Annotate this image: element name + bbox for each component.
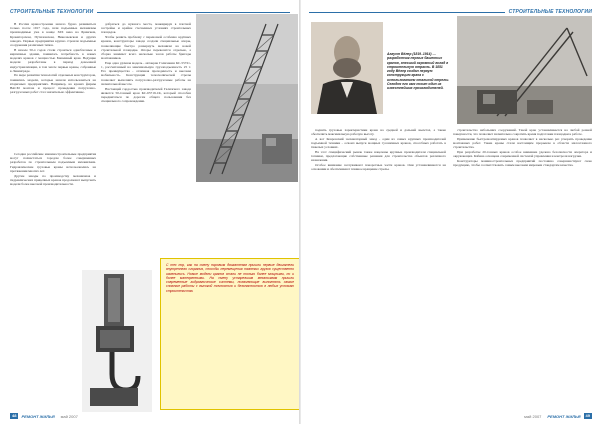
paragraph: Другие заводы по производству механизмов и гидравлических прицепных кранов продолжают выпускать модели более высокой производительности. bbox=[10, 173, 96, 186]
paragraph: Конструкторы машиностроительных предприятий постоянно совершенствуют свою продукцию, чтобы соответствовать самым высоким мировым стандартам качества. bbox=[453, 158, 592, 168]
paragraph: добраться до нужного места, маневрируя в плотной застройке и крайне стесненных условиях строительных площадок. bbox=[101, 22, 191, 35]
paragraph: В России краностроение начало бурно развиваться только после 1917 года, шли подъемные механизмы производимые уже в конце XIX века на Брянском, Краматорском, Путиловском, Николаевском и других заводах. Первые предприятия крупно строили подъемные сооружения различных типов. bbox=[10, 22, 96, 48]
left-page bbox=[0, 0, 299, 424]
left-page-footer bbox=[10, 412, 290, 420]
crane-equipment-photo bbox=[82, 270, 152, 412]
caption-text: С тех пор, как на смену паровым двигателям пришли первые двигатели внутреннего сгорания, способы перемещения тяжелых грузов существенно изменились. Новые модели кранов стали не только более мощными, но и более маневренными. На смену устаревшим механизмам пришли современные гидравлические системы, позволяющие выполнять самые сложные работы с высокой точностью и безопасностью в любых условиях строительства. bbox=[166, 263, 294, 293]
paragraph: По мере развития технологий отдельных конструкторов, появились модели, которые начали использоваться на вторичных предприятиях. Например, на кранах фирмы ВАСМ монтаж и процесс проведения погрузочно-разгрузочных работ стал значительно эффективнее. bbox=[10, 73, 96, 95]
paragraph: Еще одна удачная модель - автокран Галичанин КС-55721-1, рассчитанный на максимальную грузоподъемность 25 т. Его преимущества - отличная проходимость и высокая мобильность. Конструкция телескопической стрелы позволяет выполнять погрузочно-разгрузочные работы на значительной высоте. bbox=[101, 60, 191, 86]
paragraph: поднять грузовые характеристики крана на средней и дальней вылетах, а также обеспечить максимальную рабочую высоту. bbox=[311, 128, 446, 137]
journal-name: РЕМОНТ ЖИЛЬЯ bbox=[547, 413, 581, 419]
paragraph: При разработке 20-тонных кранов особое внимание уделено безопасности оператора и окружающих. Кабина оснащена современной системой управления и контроля нагрузки. bbox=[453, 150, 592, 159]
engineer-portrait-illustration bbox=[311, 22, 383, 114]
left-column-2 bbox=[101, 22, 191, 170]
left-caption-box bbox=[160, 258, 299, 410]
crane-lattice-illustration bbox=[196, 14, 298, 182]
right-column-2 bbox=[453, 128, 592, 400]
paragraph: А вот Ковровский экскаваторный завод - один из самых крупных производителей подъемной техники - освоил выпуск мощных гусеничных кранов, способных работать в тяжелых условиях. bbox=[311, 136, 446, 150]
left-column-1-top bbox=[10, 22, 96, 150]
paragraph: Применение быстромонтируемых кранов позволяет в несколько раз ускорить проведение монтажных работ. Такие краны стали настоящим прорывом в области малоэтажного строительства. bbox=[453, 136, 592, 150]
right-page-footer bbox=[311, 412, 592, 420]
issue-date: май 2007 bbox=[60, 413, 78, 419]
right-section-title: СТРОИТЕЛЬНЫЕ ТЕХНОЛОГИИ bbox=[508, 9, 592, 15]
header-rule bbox=[97, 12, 290, 13]
paragraph: Сегодня российские машиностроительные предприятия могут похвастаться городом более совершенных разработок по строительным подъемным механизмам. Гидравлические грузовые краны использовались на протяжении многих лет. bbox=[10, 152, 96, 173]
page-number: 49 bbox=[585, 413, 590, 418]
page-number: 48 bbox=[12, 413, 17, 418]
historic-crane-illustration bbox=[457, 16, 592, 124]
left-column-1-mid bbox=[10, 152, 96, 270]
right-column-1 bbox=[311, 128, 446, 400]
journal-name: РЕМОНТ ЖИЛЬЯ bbox=[21, 413, 55, 419]
historic-crane-photo bbox=[457, 16, 592, 124]
paragraph: В начале 50-х годов стали строиться одноблочные и кирпичные здания, появилась потребность в новых моделях кранов с мощностью Башенный кран. Ведущие модели разработаны в период довоенной индустриализации, в том числе первые краны, собранные в Ленинграде. bbox=[10, 47, 96, 73]
portrait-photo bbox=[311, 22, 383, 114]
right-page bbox=[301, 0, 600, 424]
portrait-caption-text: Август Вёлер (1819–1914) — разработчик первых башенных кранов, внесший огромный вклад в строительную отрасль. В 1851 году Вёлер создал первую конструкцию крана с использованием стальной стрелы. Сегодня его имя носит один из известнейших производителей. bbox=[387, 52, 450, 91]
portrait-caption bbox=[387, 52, 451, 124]
crane-lattice-photo bbox=[196, 14, 298, 182]
paragraph: строительство небольших сооружений. Такой кран устанавливается на любой ровной поверхности, что позволяет значительно сократить время подготовки площадки к работе. bbox=[453, 128, 592, 137]
paragraph: На этот специфический рынок также нацелены крупные производители специальной техники, предлагающие собственные решения для строительства объектов различного назначения. bbox=[311, 150, 446, 163]
crane-hook-illustration bbox=[82, 270, 152, 412]
paragraph: Особое внимание заслуживают поворотные части кранов. Они устанавливаются на основании и обеспечивают плавное вращение стрелы. bbox=[311, 163, 446, 172]
paragraph: Чтобы решить проблему с перевозкой особенно крупных кранов, конструкторы завода создали специальные опоры, позволяющие быстро развернуть механизм на новой строительной площадке. Опоры перевозятся отдельно, а сборка занимает всего несколько часов работы бригады монтажников. bbox=[101, 35, 191, 61]
paragraph: Настоящей гордостью производителей Галичского завода является 50-тонный кран КС-65719-1К, который способен передвигаться по дорогам общего пользования без специального сопровождения. bbox=[101, 86, 191, 104]
issue-date: май 2007 bbox=[524, 413, 542, 419]
left-section-title: СТРОИТЕЛЬНЫЕ ТЕХНОЛОГИИ bbox=[10, 9, 94, 15]
header-rule bbox=[309, 12, 505, 13]
